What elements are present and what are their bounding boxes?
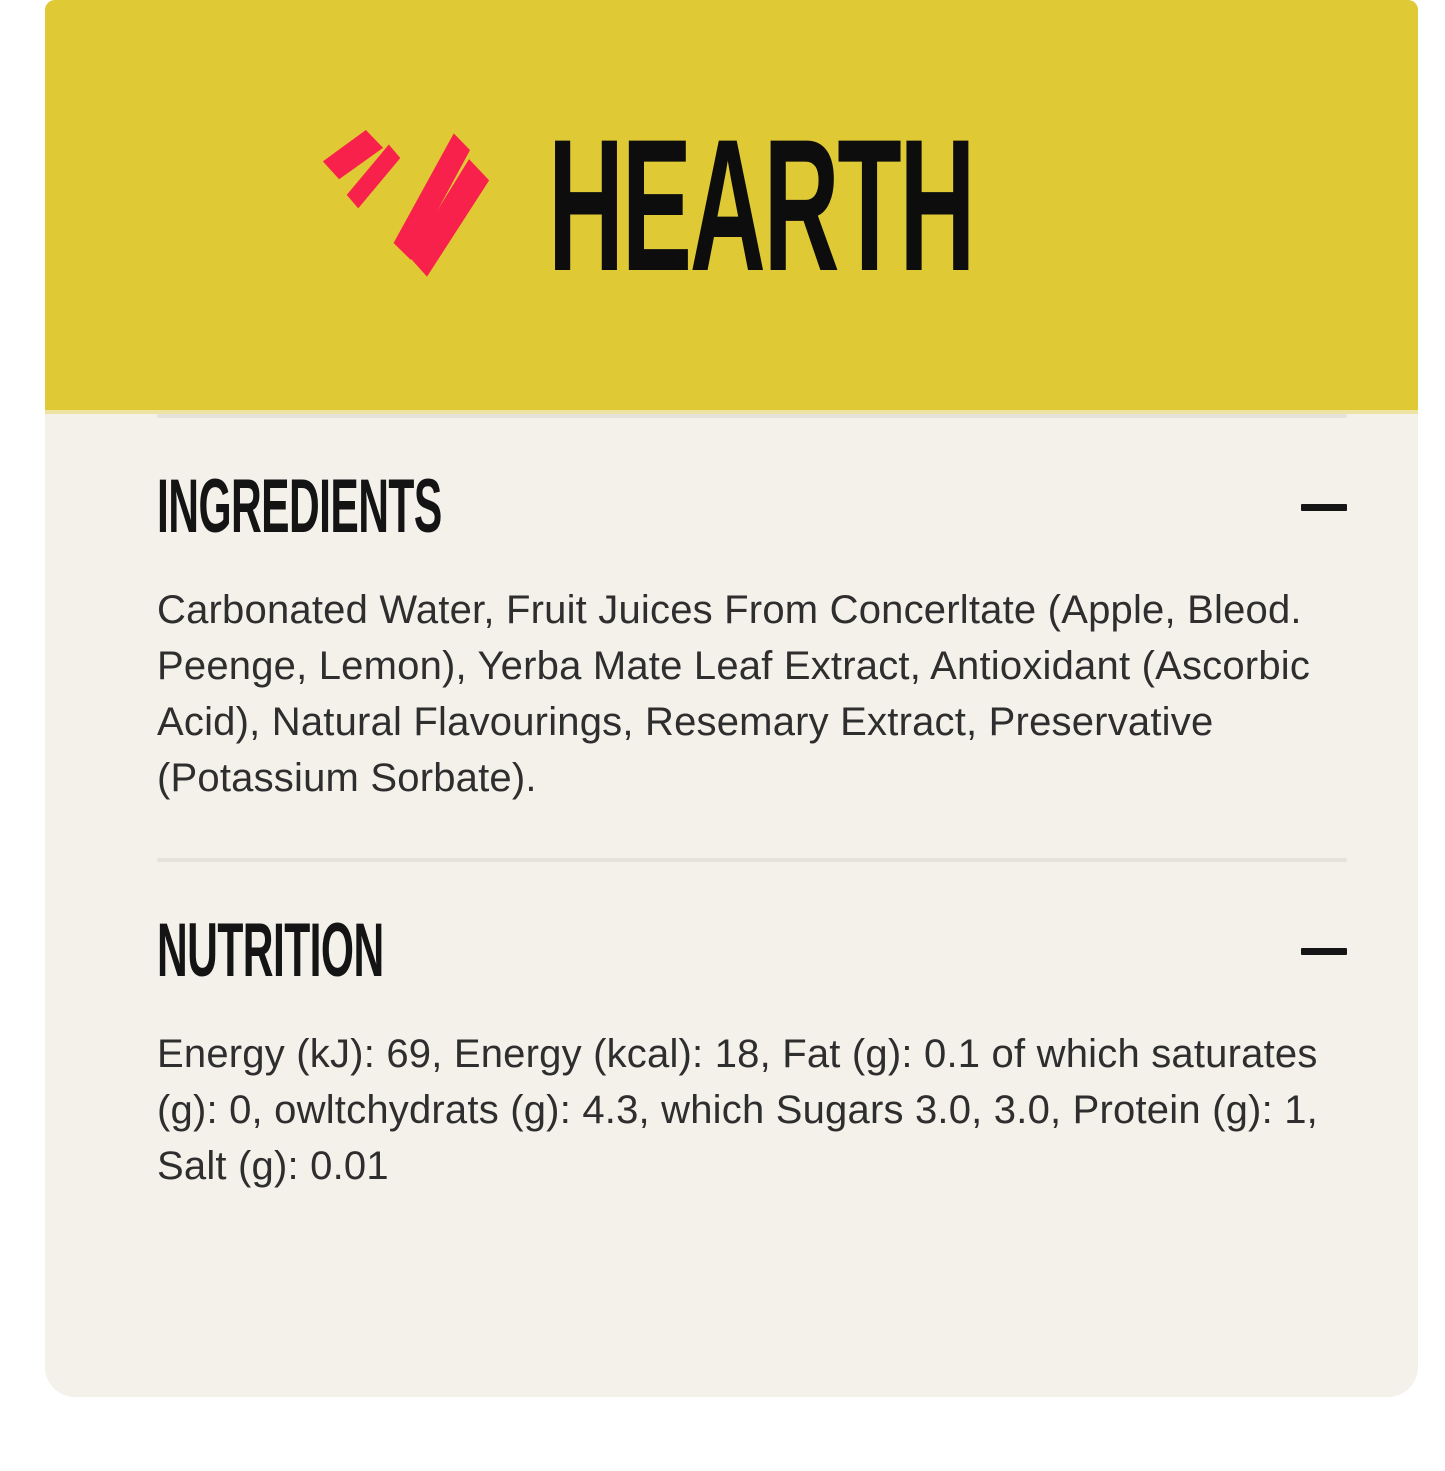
nutrition-text: Energy (kJ): 69, Energy (kcal): 18, Fat (g): 0.1 of which saturates (g): 0, owltchydrats (g): 4.3, which Sugars 3.0, 3.0, Protein (g): 1, Salt (g): 0.01 xyxy=(157,1032,1318,1188)
section-ingredients xyxy=(157,414,1347,806)
minus-icon[interactable] xyxy=(1301,504,1347,511)
section-divider xyxy=(157,858,1347,862)
product-details xyxy=(45,414,1418,1306)
section-nutrition xyxy=(157,858,1347,1194)
brand-header xyxy=(45,0,1418,414)
striped-heart-icon xyxy=(320,130,492,280)
ingredients-text: Carbonated Water, Fruit Juices From Concerltate (Apple, Bleod. Peenge, Lemon), Yerba Mate Leaf Extract, Antioxidant (Ascorbic Acid), Natural Flavourings, Resemary Extract, Preservative (Potassium Sorbate). xyxy=(157,588,1311,800)
brand-logo xyxy=(320,100,980,310)
section-divider xyxy=(157,414,1347,418)
minus-icon[interactable] xyxy=(1301,948,1347,955)
nutrition-title: NUTRITION xyxy=(157,908,384,993)
ingredients-accordion-header[interactable] xyxy=(157,464,1347,549)
ingredients-title: INGREDIENTS xyxy=(157,464,442,549)
brand-wordmark: HEARTH xyxy=(547,100,973,310)
nutrition-accordion-header[interactable] xyxy=(157,908,1347,993)
brand-wordmark-box xyxy=(547,100,980,310)
product-info-card xyxy=(45,0,1418,1397)
